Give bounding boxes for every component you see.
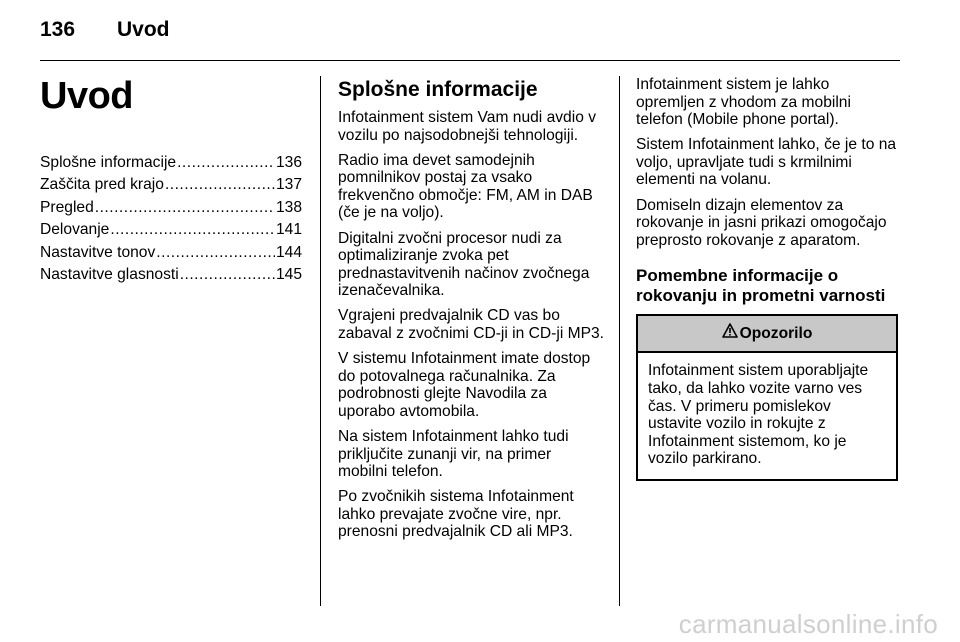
paragraph: V sistemu Infotainment imate dostop do potovalnega računalnika. Za podrobnosti glejte Navodila za uporabo avtomobila.: [338, 350, 591, 420]
warning-box: [636, 314, 898, 481]
toc-leader: [180, 266, 275, 284]
paragraph: Radio ima devet samodejnih pomnilnikov postaj za vsako frekvenčno območje: FM, AM in DAB (če je na voljo).: [338, 151, 593, 222]
paragraph: Infotainment sistem Vam nudi avdio v vozilu po najsodobnejši tehnologiji.: [338, 109, 596, 144]
page-header: [40, 18, 900, 54]
toc-page: 137: [275, 176, 302, 194]
paragraph: Domiseln dizajn elementov za rokovanje in jasni prikazi omogočajo preprosto rokovanje z aparatom.: [636, 196, 887, 249]
toc-leader: [110, 221, 275, 239]
header-rule: [40, 60, 900, 61]
toc-item[interactable]: [40, 244, 302, 262]
running-title: Uvod: [117, 18, 170, 41]
toc-page: 144: [275, 243, 302, 261]
warning-text: Infotainment sistem uporabljajte tako, da lahko vozite varno ves čas. V primeru pomislekov ustavite vozilo in rokujte z Infotainment sistemom, ko je vozilo parkirano.: [648, 362, 869, 468]
column-divider-1: [320, 76, 321, 606]
third-column: [636, 76, 902, 481]
paragraph: Vgrajeni predvajalnik CD vas bo zabaval z zvočnimi CD-ji in CD-ji MP3.: [338, 307, 605, 343]
toc-label: Delovanje: [40, 221, 110, 239]
toc-label: Splošne informacije: [40, 154, 177, 171]
toc-page: 138: [275, 198, 302, 216]
safety-heading: Pomembne informacije o rokovanju in prometni varnosti: [636, 266, 886, 305]
toc-page: 136: [275, 154, 302, 171]
toc-item[interactable]: [40, 154, 302, 172]
toc-page: 141: [275, 221, 302, 239]
toc-leader: [177, 154, 275, 172]
toc-leader: [95, 199, 275, 217]
toc-item[interactable]: [40, 221, 302, 239]
chapter-title: Uvod: [40, 75, 133, 117]
chapter-column: [40, 76, 302, 288]
warning-title: Opozorilo: [739, 325, 813, 343]
column-divider-2: [619, 76, 620, 606]
toc-label: Nastavitve tonov: [40, 243, 156, 261]
toc-label: Zaščita pred krajo: [40, 176, 164, 194]
toc-label: Nastavitve glasnosti: [40, 265, 179, 283]
toc-label: Pregled: [40, 198, 94, 216]
toc-leader: [156, 244, 275, 262]
toc-item[interactable]: [40, 176, 302, 194]
paragraph: Sistem Infotainment lahko, če je to na voljo, upravljate tudi s krmilnimi elementi na volanu.: [636, 136, 897, 189]
paragraph: Po zvočnikih sistema Infotainment lahko prevajate zvočne vire, npr. prenosni predvajalnik CD ali MP3.: [338, 488, 574, 541]
toc-page: 145: [275, 265, 302, 283]
paragraph: Na sistem Infotainment lahko tudi priključite zunanji vir, na primer mobilni telefon.: [338, 428, 569, 481]
toc-item[interactable]: [40, 266, 302, 284]
paragraph: Infotainment sistem je lahko opremljen z vhodom za mobilni telefon (Mobile phone portal).: [636, 76, 851, 129]
watermark: carmanualsonline.info: [678, 609, 938, 639]
toc-leader: [165, 176, 275, 194]
warning-triangle-icon: [722, 316, 738, 351]
paragraph: Digitalni zvočni procesor nudi za optimaliziranje zvoka pet prednastavitvenih načinov zvočnega izenačevalnika.: [338, 229, 590, 300]
toc-item[interactable]: [40, 199, 302, 217]
warning-header: [638, 316, 896, 353]
section-heading: Splošne informacije: [338, 78, 538, 101]
table-of-contents: [40, 154, 302, 284]
general-info-column: [338, 76, 604, 549]
page-number: 136: [40, 18, 76, 41]
